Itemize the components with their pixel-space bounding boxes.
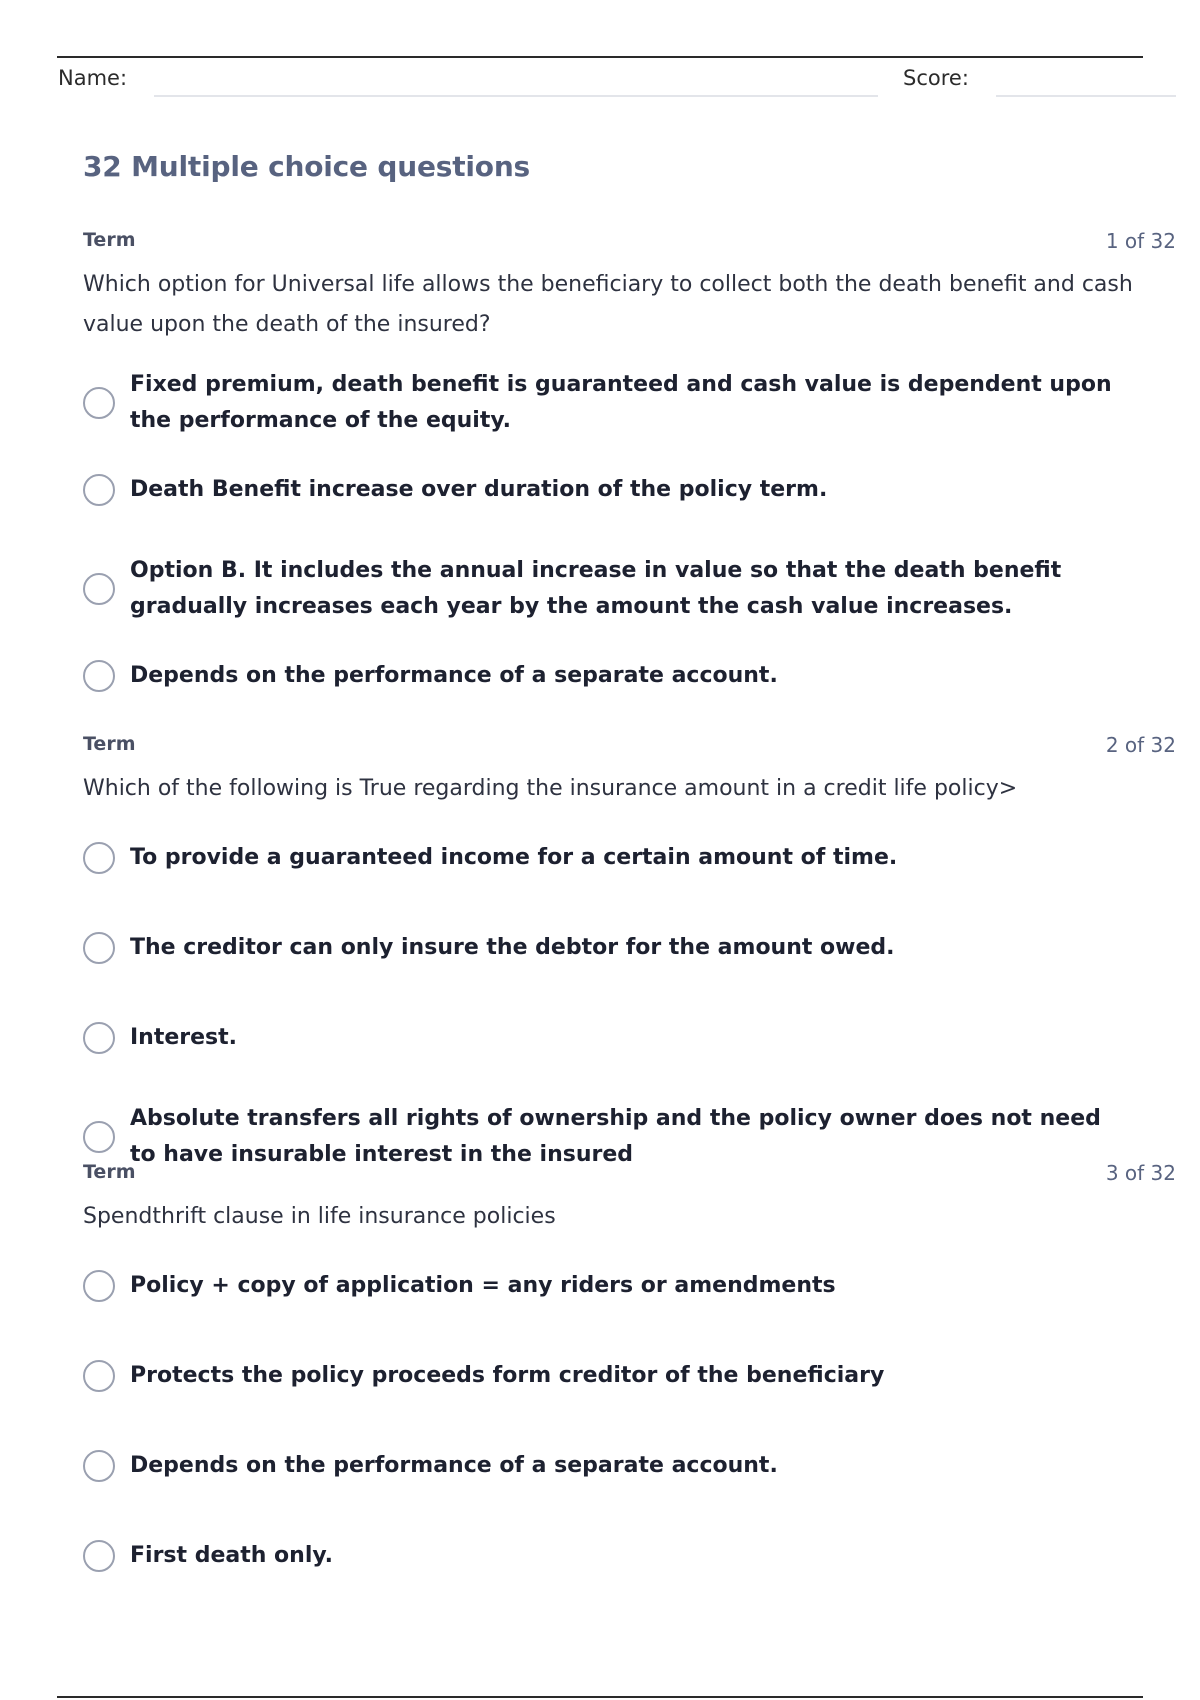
question-counter: 2 of 32 bbox=[1105, 733, 1176, 757]
question-2 bbox=[83, 733, 1176, 1183]
answer-option-text: Fixed premium, death benefit is guaranteed and cash value is dependent upon the performance of the equity. bbox=[130, 372, 1112, 433]
radio-circle-icon[interactable] bbox=[83, 1022, 115, 1054]
radio-circle-icon[interactable] bbox=[83, 573, 115, 605]
radio-circle-icon[interactable] bbox=[83, 932, 115, 964]
answer-options bbox=[83, 1249, 1176, 1592]
top-divider bbox=[57, 56, 1143, 58]
question-meta bbox=[83, 1161, 1176, 1187]
answer-option[interactable] bbox=[83, 1249, 1176, 1322]
answer-option-text: Death Benefit increase over duration of the policy term. bbox=[130, 476, 828, 502]
answer-option[interactable] bbox=[83, 911, 1176, 984]
term-label: Term bbox=[83, 229, 136, 251]
answer-options bbox=[83, 357, 1176, 712]
question-prompt: Spendthrift clause in life insurance policies bbox=[83, 1204, 556, 1229]
question-meta bbox=[83, 733, 1176, 759]
answer-option-text: First death only. bbox=[130, 1542, 334, 1568]
radio-circle-icon[interactable] bbox=[83, 842, 115, 874]
radio-circle-icon[interactable] bbox=[83, 387, 115, 419]
question-prompt: Which of the following is True regarding the insurance amount in a credit life policy> bbox=[83, 776, 1018, 801]
name-label: Name: bbox=[58, 66, 128, 90]
bottom-divider bbox=[57, 1696, 1143, 1698]
answer-option[interactable] bbox=[83, 357, 1176, 449]
answer-option[interactable] bbox=[83, 1339, 1176, 1412]
question-1 bbox=[83, 229, 1176, 712]
radio-circle-icon[interactable] bbox=[83, 1450, 115, 1482]
name-field[interactable] bbox=[154, 95, 878, 97]
score-field[interactable] bbox=[996, 95, 1176, 97]
answer-option[interactable] bbox=[83, 639, 1176, 712]
question-3 bbox=[83, 1161, 1176, 1592]
radio-circle-icon[interactable] bbox=[83, 474, 115, 506]
answer-option-text: Interest. bbox=[130, 1024, 238, 1050]
term-label: Term bbox=[83, 733, 136, 755]
answer-options bbox=[83, 821, 1176, 1183]
answer-option[interactable] bbox=[83, 453, 1176, 526]
answer-option-text: The creditor can only insure the debtor for the amount owed. bbox=[130, 934, 895, 960]
answer-option[interactable] bbox=[83, 543, 1176, 635]
answer-option-text: Protects the policy proceeds form creditor of the beneficiary bbox=[130, 1362, 885, 1388]
section-title: 32 Multiple choice questions bbox=[83, 150, 531, 183]
term-label: Term bbox=[83, 1161, 136, 1183]
radio-circle-icon[interactable] bbox=[83, 660, 115, 692]
answer-option[interactable] bbox=[83, 1519, 1176, 1592]
radio-circle-icon[interactable] bbox=[83, 1360, 115, 1392]
answer-option-text: Depends on the performance of a separate account. bbox=[130, 662, 778, 688]
answer-option[interactable] bbox=[83, 821, 1176, 894]
radio-circle-icon[interactable] bbox=[83, 1270, 115, 1302]
score-label: Score: bbox=[903, 66, 969, 90]
question-counter: 1 of 32 bbox=[1105, 229, 1176, 253]
answer-option-text: Absolute transfers all rights of ownership and the policy owner does not need to have insurable interest in the insured bbox=[130, 1106, 1101, 1167]
radio-circle-icon[interactable] bbox=[83, 1540, 115, 1572]
question-prompt: Which option for Universal life allows the beneficiary to collect both the death benefit and cash value upon the death of the insured? bbox=[83, 272, 1133, 337]
question-counter: 3 of 32 bbox=[1105, 1161, 1176, 1185]
answer-option[interactable] bbox=[83, 1429, 1176, 1502]
answer-option-text: Depends on the performance of a separate account. bbox=[130, 1452, 778, 1478]
radio-circle-icon[interactable] bbox=[83, 1121, 115, 1153]
answer-option-text: To provide a guaranteed income for a certain amount of time. bbox=[130, 844, 898, 870]
answer-option-text: Policy + copy of application = any riders or amendments bbox=[130, 1272, 836, 1298]
question-meta bbox=[83, 229, 1176, 255]
answer-option[interactable] bbox=[83, 1001, 1176, 1074]
answer-option-text: Option B. It includes the annual increase in value so that the death benefit gradually increases each year by the amount the cash value increases. bbox=[130, 558, 1062, 619]
worksheet-header bbox=[58, 62, 1178, 102]
